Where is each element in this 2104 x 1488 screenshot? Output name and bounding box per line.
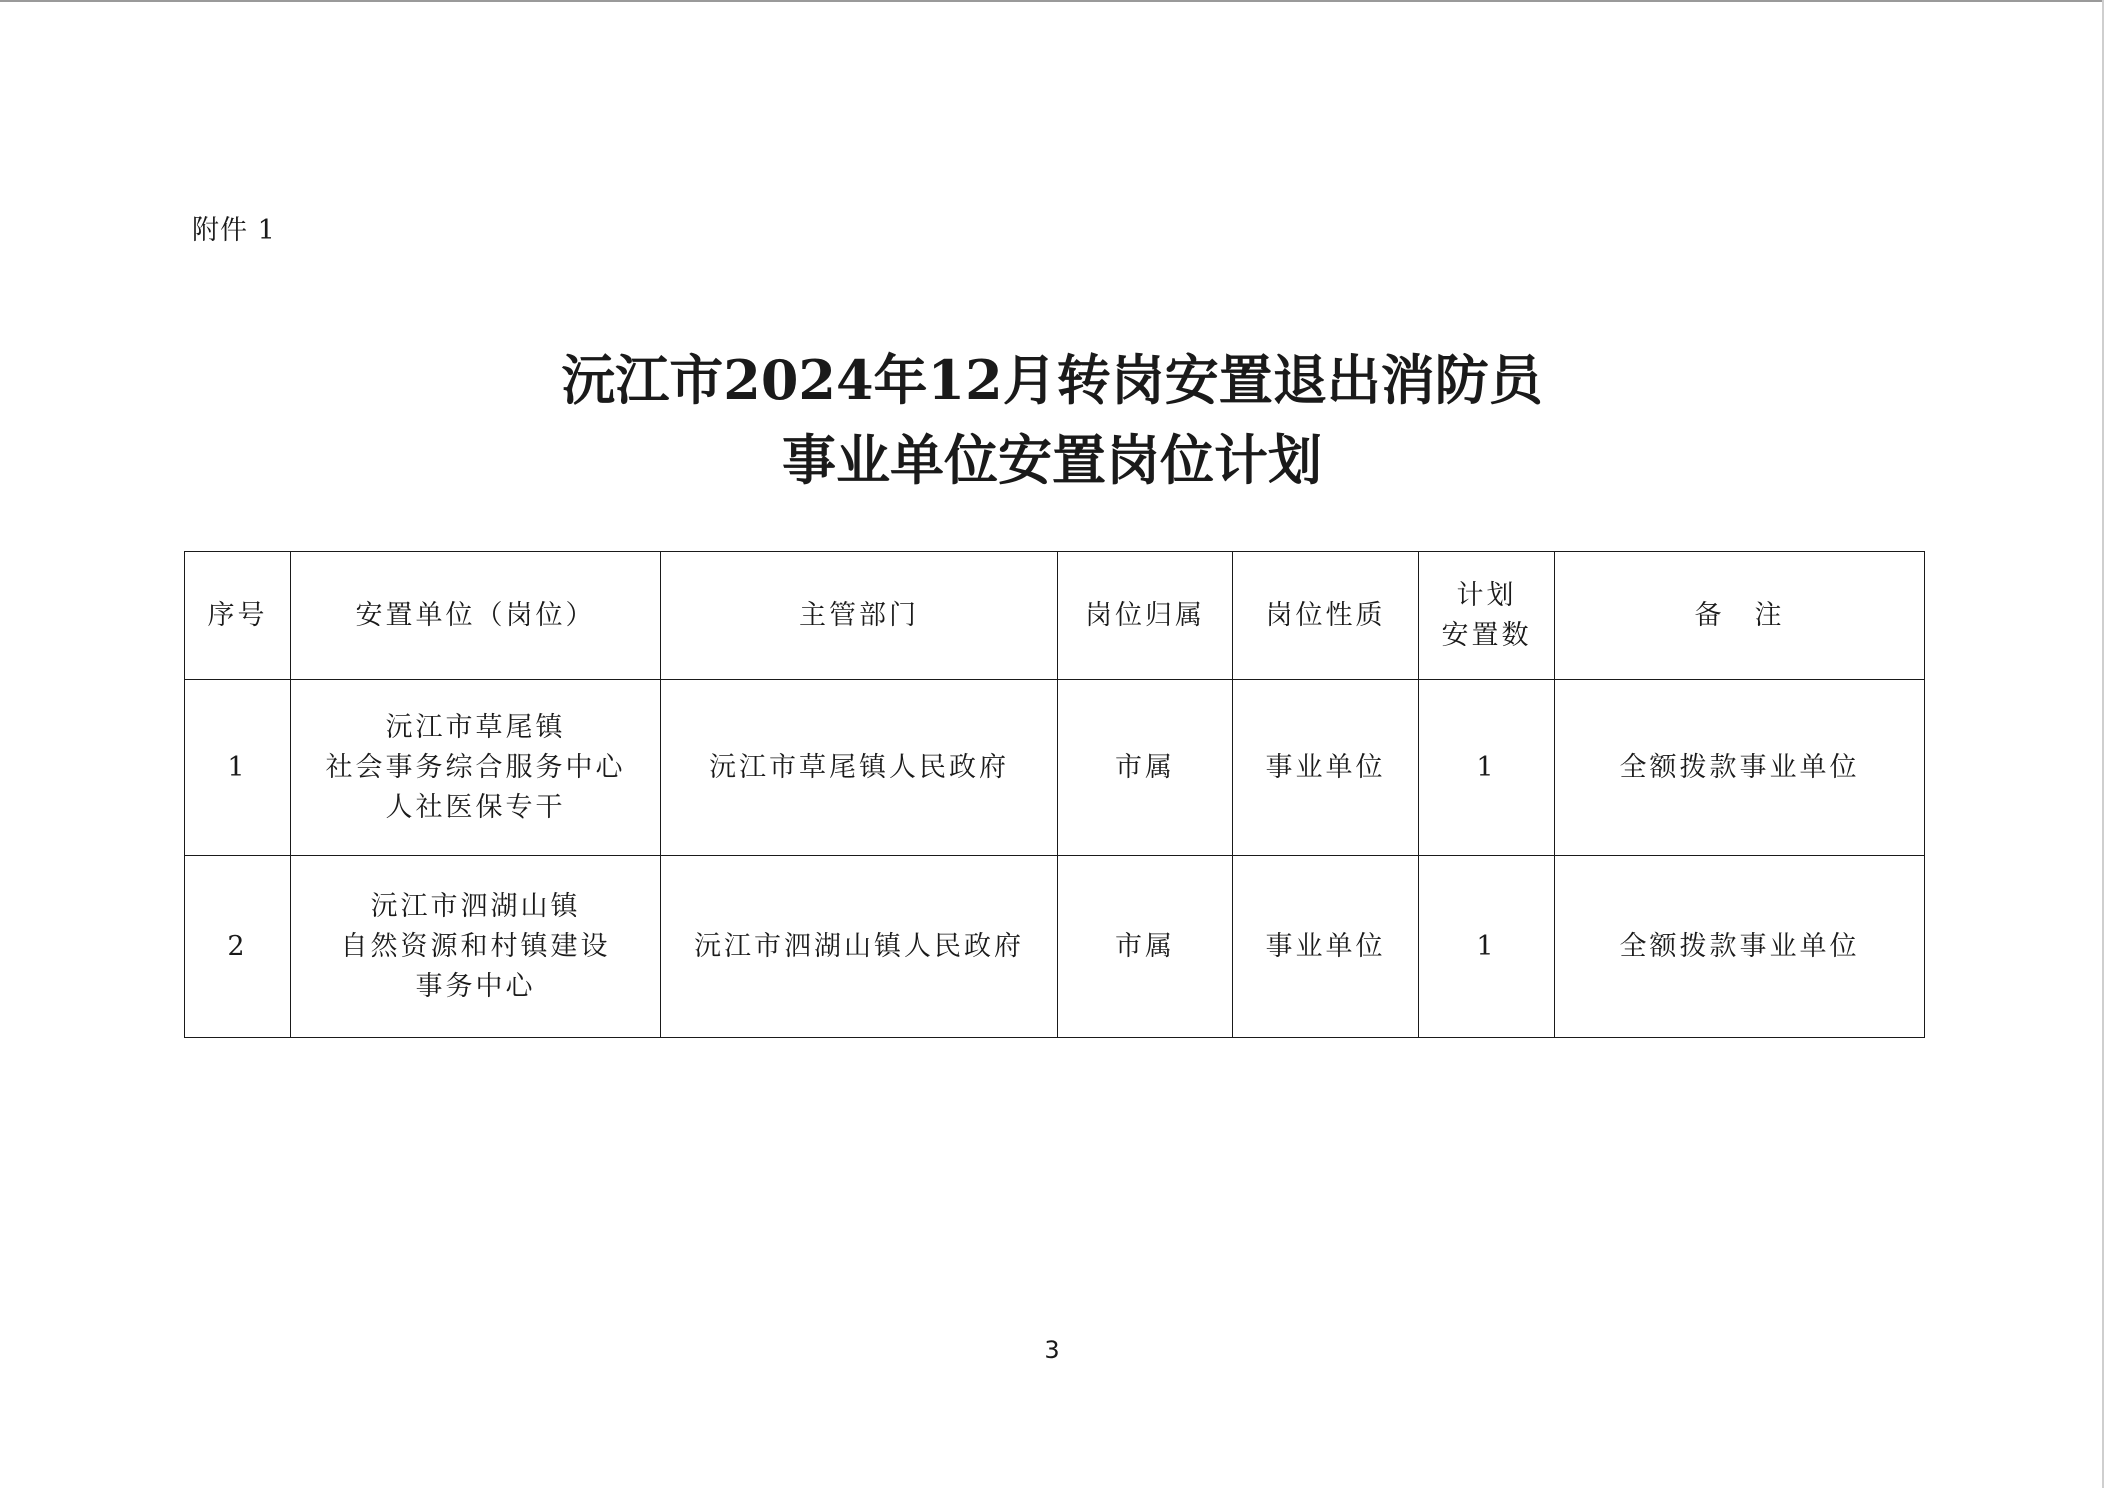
header-planned-count-line-1: 计划	[1456, 579, 1517, 611]
header-remark: 备 注	[1555, 552, 1925, 680]
placement-plan-table	[184, 551, 1925, 1038]
document-title-line-1: 沅江市2024年12月转岗安置退出消防员	[561, 348, 1543, 412]
header-affiliation: 岗位归属	[1058, 552, 1233, 680]
header-seq: 序号	[185, 552, 291, 680]
table-header-row	[185, 552, 1925, 680]
cell-nature: 事业单位	[1233, 680, 1419, 856]
cell-unit-line: 自然资源和村镇建设	[340, 930, 611, 962]
cell-unit	[291, 680, 661, 856]
cell-nature: 事业单位	[1233, 856, 1419, 1038]
cell-department: 沅江市草尾镇人民政府	[661, 680, 1058, 856]
table-row	[185, 856, 1925, 1038]
cell-remark: 全额拨款事业单位	[1555, 856, 1925, 1038]
page-top-border	[0, 0, 2104, 2]
cell-unit-line: 沅江市草尾镇	[385, 711, 566, 743]
document-title-line-2: 事业单位安置岗位计划	[782, 428, 1322, 492]
cell-planned-count: 1	[1419, 856, 1555, 1038]
cell-seq: 1	[185, 680, 291, 856]
cell-remark: 全额拨款事业单位	[1555, 680, 1925, 856]
header-nature: 岗位性质	[1233, 552, 1419, 680]
cell-unit-line: 社会事务综合服务中心	[325, 751, 626, 783]
cell-unit	[291, 856, 661, 1038]
page-number: 3	[1044, 1336, 1060, 1364]
cell-unit-line: 沅江市泗湖山镇	[370, 890, 581, 922]
header-planned-count-line-2: 安置数	[1441, 619, 1532, 651]
cell-unit-line: 人社医保专干	[385, 791, 566, 823]
cell-department: 沅江市泗湖山镇人民政府	[661, 856, 1058, 1038]
header-department: 主管部门	[661, 552, 1058, 680]
cell-affiliation: 市属	[1058, 856, 1233, 1038]
cell-affiliation: 市属	[1058, 680, 1233, 856]
cell-planned-count: 1	[1419, 680, 1555, 856]
header-unit: 安置单位（岗位）	[291, 552, 661, 680]
table-row	[185, 680, 1925, 856]
attachment-label: 附件 1	[192, 215, 276, 246]
cell-unit-line: 事务中心	[415, 970, 536, 1002]
cell-seq: 2	[185, 856, 291, 1038]
header-planned-count	[1419, 552, 1555, 680]
